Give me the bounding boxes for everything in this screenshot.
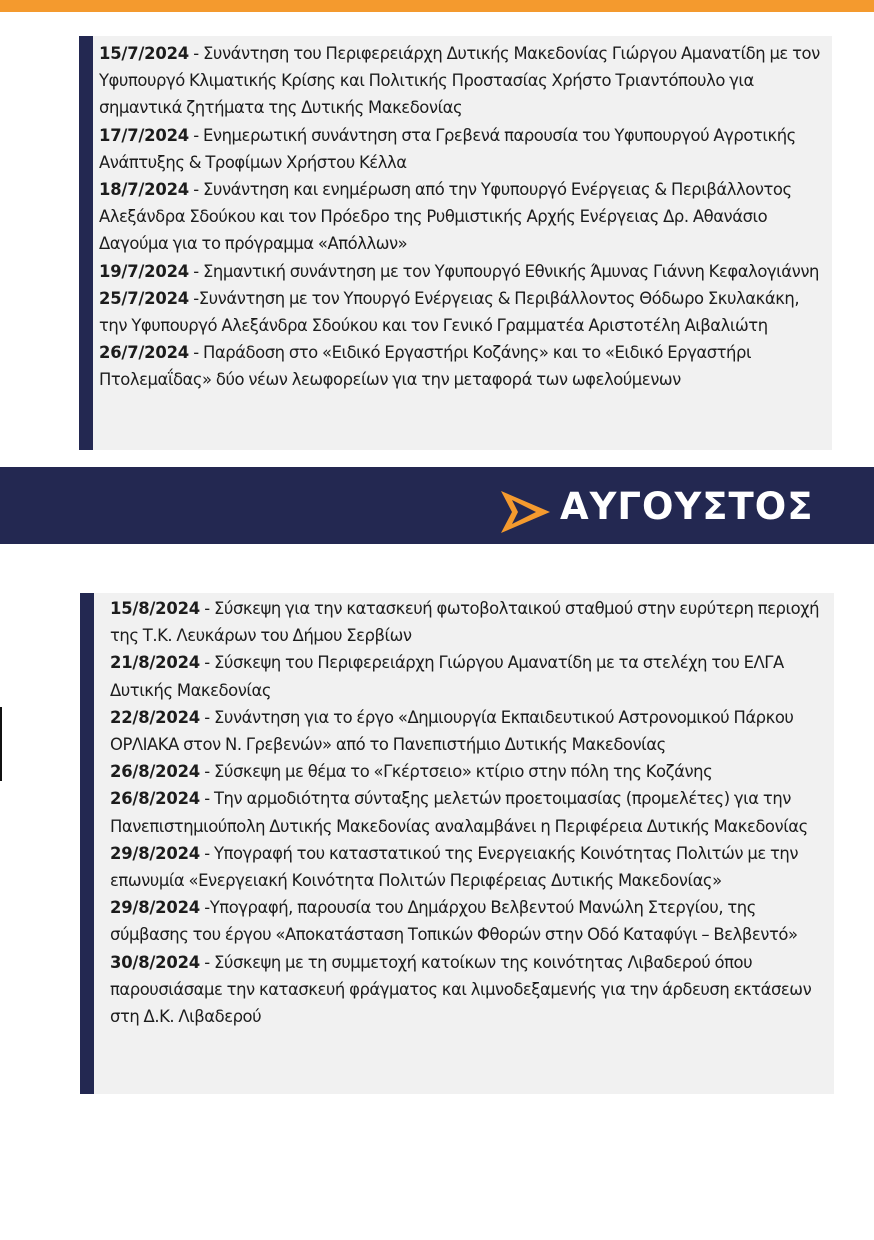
list-item xyxy=(99,176,826,258)
list-item xyxy=(110,649,830,703)
entry-text: - Συνάντηση και ενημέρωση από την Υφυπουργό Ενέργειας & Περιβάλλοντος Αλεξάνδρα Σδούκου και τον Πρόεδρο της Ρυθμιστικής Αρχής Ενέργειας Δρ. Αθανάσιο Δαγούμα για το πρόγραμμα «Απόλλων» xyxy=(99,180,792,254)
entry-text: - Σύσκεψη με τη συμμετοχή κατοίκων της κοινότητας Λιβαδερού όπου παρουσιάσαμε την κατασκευή φράγματος και λιμνοδεξαμενής για την άρδευση εκτάσεων στη Δ.Κ. Λιβαδερού xyxy=(110,952,812,1027)
entry-date: 26/8/2024 xyxy=(110,762,201,782)
entry-date: 25/7/2024 xyxy=(99,288,190,308)
list-item xyxy=(110,785,830,839)
entry-text: - Ενημερωτική συνάντηση στα Γρεβενά παρουσία του Υφυπουργού Αγροτικής Ανάπτυξης & Τροφίμων Χρήστου Κέλλα xyxy=(99,125,796,172)
entry-text: - Παράδοση στο «Ειδικό Εργαστήρι Κοζάνης» και το «Ειδικό Εργαστήρι Πτολεμαΐδας» δύο νέων λεωφορείων για την μεταφορά των ωφελούμενων xyxy=(99,343,752,390)
entry-text: - Σύσκεψη με θέμα το «Γκέρτσειο» κτίριο στην πόλη της Κοζάνης xyxy=(200,762,713,782)
entry-date: 19/7/2024 xyxy=(99,261,190,281)
entry-date: 22/8/2024 xyxy=(110,707,201,727)
entry-date: 30/8/2024 xyxy=(110,952,201,972)
top-accent-bar xyxy=(0,0,874,12)
list-item xyxy=(110,949,830,1031)
entry-date: 15/7/2024 xyxy=(99,44,190,63)
entry-date: 21/8/2024 xyxy=(110,653,201,673)
entry-text: - Συνάντηση για το έργο «Δημιουργία Εκπαιδευτικού Αστρονομικού Πάρκου ΟΡΛΙΑΚΑ στον Ν. Γρεβενών» από το Πανεπιστήμιο Δυτικής Μακεδονίας xyxy=(110,707,794,755)
list-item xyxy=(110,840,830,894)
entry-date: 17/7/2024 xyxy=(99,125,190,145)
entry-date: 26/7/2024 xyxy=(99,343,190,363)
entry-text: -Συνάντηση με τον Υπουργό Ενέργειας & Περιβάλλοντος Θόδωρο Σκυλακάκη, την Υφυπουργό Αλεξάνδρα Σδούκου και τον Γενικό Γραμματέα Αριστοτέλη Αιβαλιώτη xyxy=(99,288,800,336)
entry-date: 29/8/2024 xyxy=(110,898,201,918)
entry-text: - Σημαντική συνάντηση με τον Υφυπουργό Εθνικής Άμυνας Γιάννη Κεφαλογιάννη xyxy=(189,261,819,281)
august-events-panel xyxy=(80,593,834,1094)
list-item xyxy=(99,258,826,285)
edge-marker xyxy=(0,707,2,781)
list-item xyxy=(99,40,826,122)
list-item xyxy=(110,758,830,785)
list-item xyxy=(110,894,830,948)
entry-text: - Συνάντηση του Περιφερειάρχη Δυτικής Μακεδονίας Γιώργου Αμανατίδη με τον Υφυπουργό Κλιματικής Κρίσης και Πολιτικής Προστασίας Χρήστο Τριαντόπουλο για σημαντικά ζητήματα της Δυτικής Μακεδονίας xyxy=(99,44,820,118)
list-item xyxy=(99,339,826,393)
entry-text: - Σύσκεψη του Περιφερειάρχη Γιώργου Αμανατίδη με τα στελέχη του ΕΛΓΑ Δυτικής Μακεδονίας xyxy=(110,653,784,700)
entry-date: 18/7/2024 xyxy=(99,180,190,200)
list-item xyxy=(110,704,830,758)
entry-text: - Την αρμοδιότητα σύνταξης μελετών προετοιμασίας (προμελέτες) για την Πανεπιστημιούπολη Δυτικής Μακεδονίας αναλαμβάνει η Περιφέρεια Δυτικής Μακεδονίας xyxy=(110,789,808,836)
entry-text: - Σύσκεψη για την κατασκευή φωτοβολταικού σταθμού στην ευρύτερη περιοχή της Τ.Κ. Λευκάρων του Δήμου Σερβίων xyxy=(110,599,820,646)
list-item xyxy=(99,285,826,339)
entry-text: - Υπογραφή του καταστατικού της Ενεργειακής Κοινότητας Πολιτών με την επωνυμία «Ενεργειακή Κοινότητα Πολιτών Περιφέρειας Δυτικής Μακεδονίας» xyxy=(110,843,799,891)
month-title: ΑΥΓΟΥΣΤΟΣ xyxy=(560,485,814,528)
entry-date: 15/8/2024 xyxy=(110,599,201,618)
list-item xyxy=(110,595,830,649)
list-item xyxy=(99,122,826,176)
entry-date: 26/8/2024 xyxy=(110,789,201,809)
entry-date: 29/8/2024 xyxy=(110,843,201,863)
entry-text: -Υπογραφή, παρουσία του Δημάρχου Βελβεντού Μανώλη Στεργίου, της σύμβασης του έργου «Αποκατάσταση Τοπικών Φθορών στην Οδό Καταφύγι – Βελβεντό» xyxy=(110,898,798,945)
play-arrow-icon xyxy=(498,489,552,535)
july-events-panel xyxy=(79,36,832,450)
